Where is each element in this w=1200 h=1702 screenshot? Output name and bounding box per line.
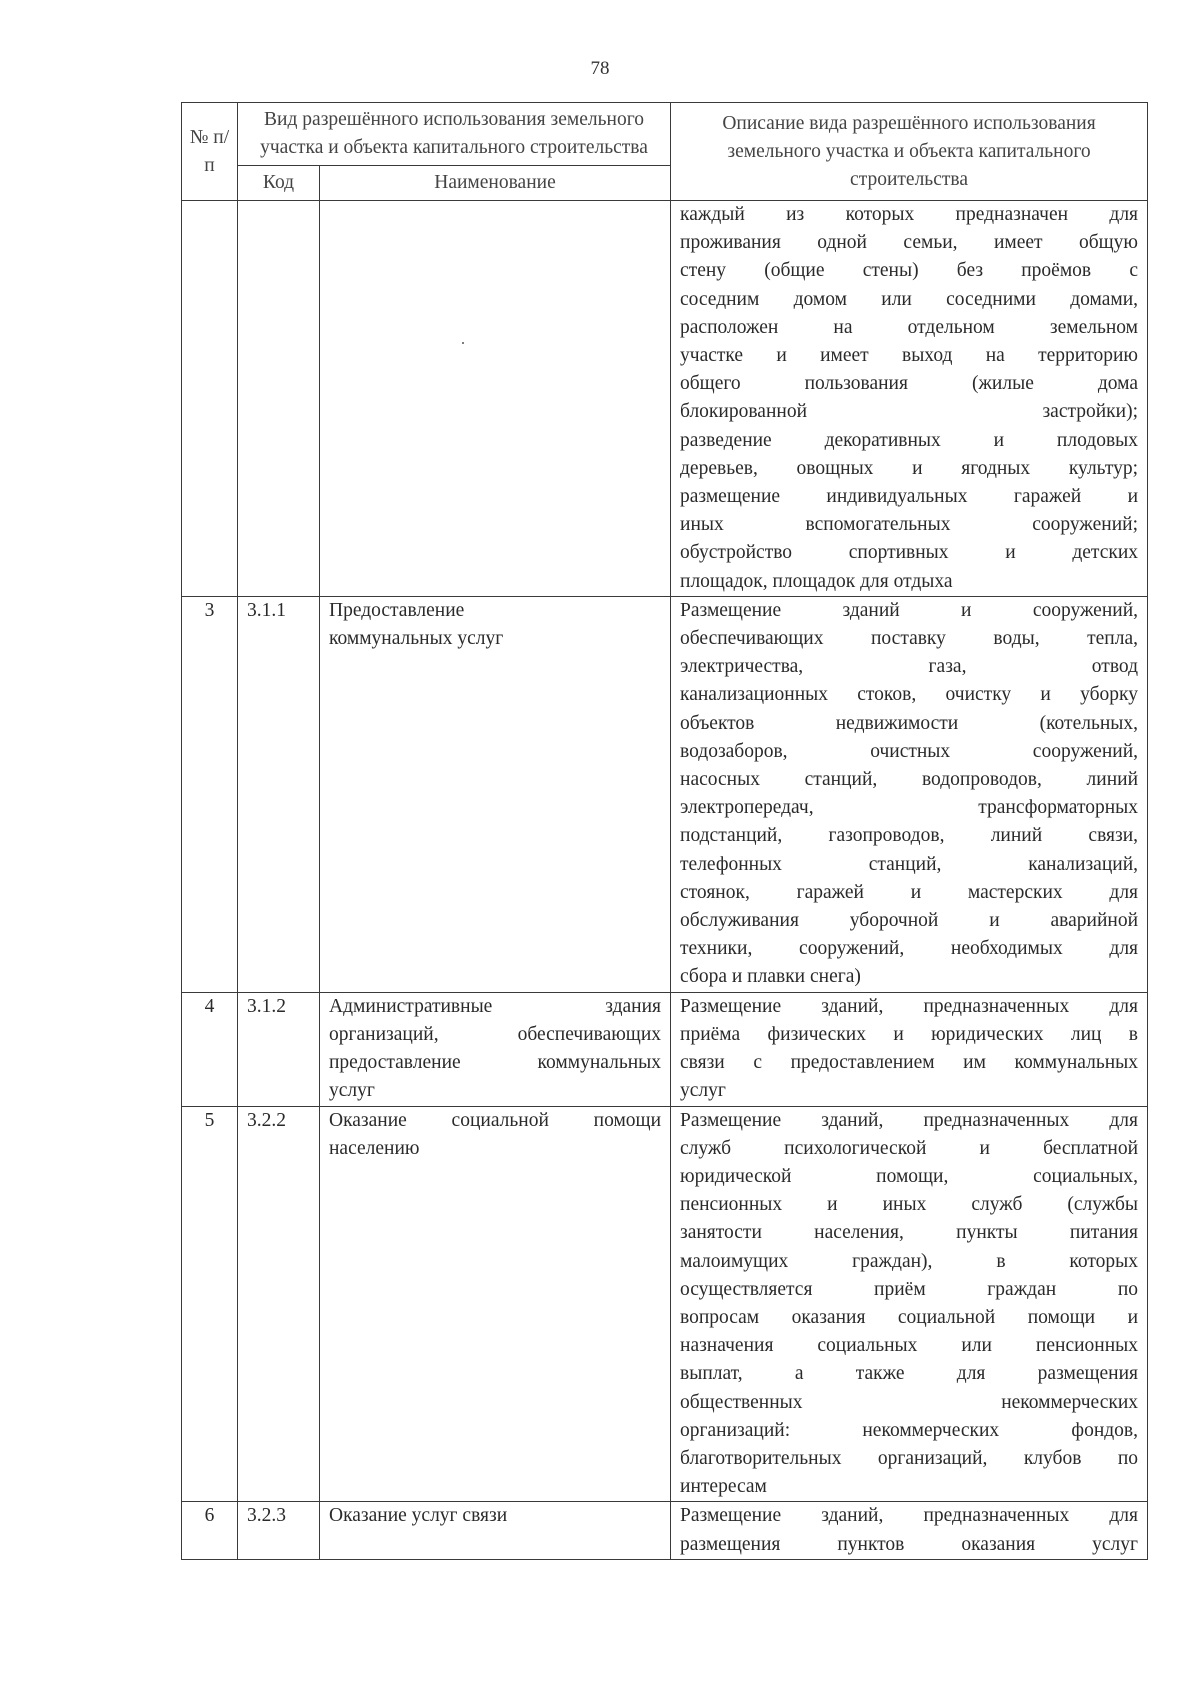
text-line: населению (329, 1137, 420, 1159)
text-line: коммунальных услуг (329, 628, 504, 650)
row-number: 6 (182, 1502, 238, 1559)
text-line: водозаборов, очистных сооружений, (680, 740, 1139, 762)
row-name (320, 1502, 671, 1559)
row-number: 4 (182, 992, 238, 1106)
text-line: общего пользования (жилые дома (680, 373, 1139, 395)
row-code: 3.2.3 (238, 1502, 320, 1559)
text-line: организаций: некоммерческих фондов, (680, 1419, 1139, 1441)
page-number: 78 (590, 58, 610, 79)
scan-speck (462, 342, 464, 344)
text-line: Оказание социальной помощи (329, 1109, 662, 1131)
text-line: канализационных стоков, очистку и уборку (680, 684, 1139, 706)
text-line: техники, сооружений, необходимых для (680, 938, 1139, 960)
text-line: малоимущих граждан), в которых (680, 1250, 1139, 1272)
text-line: пенсионных и иных служб (службы (680, 1194, 1139, 1216)
text-line: сбора и плавки снега) (680, 966, 861, 988)
text-line: Административные здания (329, 995, 662, 1017)
text-line: размещение индивидуальных гаражей и (680, 486, 1139, 508)
text-line: услуг (329, 1080, 375, 1102)
text-line: объектов недвижимости (котельных, (680, 712, 1139, 734)
text-line: Размещение зданий, предназначенных для (680, 1109, 1139, 1131)
row-description (671, 1106, 1148, 1502)
text-line: вопросам оказания социальной помощи и (680, 1306, 1139, 1328)
text-line: электричества, газа, отвод (680, 656, 1139, 678)
text-line: обслуживания уборочной и аварийной (680, 910, 1139, 932)
text-line: Размещение зданий и сооружений, (680, 599, 1139, 621)
row-name (320, 201, 671, 597)
row-code: 3.1.1 (238, 596, 320, 992)
text-line: предоставление коммунальных (329, 1052, 662, 1074)
text-line: обеспечивающих поставку воды, тепла, (680, 628, 1139, 650)
row-description (671, 992, 1148, 1106)
header-permitted-use: Вид разрешённого использования земельного участка и объекта капитального строительства (238, 103, 671, 166)
text-line: каждый из которых предназначен для (680, 204, 1139, 225)
text-line: соседним домом или соседними домами, (680, 288, 1139, 310)
table-row (182, 596, 1148, 992)
header-name: Наименование (320, 166, 671, 201)
table-row (182, 1502, 1148, 1559)
text-line: стоянок, гаражей и мастерских для (680, 881, 1139, 903)
row-code (238, 201, 320, 597)
text-line: Размещение зданий, предназначенных для (680, 995, 1139, 1017)
text-line: служб психологической и бесплатной (680, 1137, 1139, 1159)
text-line: выплат, а также для размещения (680, 1363, 1139, 1385)
text-line: связи с предоставлением им коммунальных (680, 1052, 1139, 1074)
text-line: занятости населения, пункты питания (680, 1222, 1139, 1244)
text-line: телефонных станций, канализаций, (680, 853, 1139, 875)
text-line: деревьев, овощных и ягодных культур; (680, 457, 1139, 479)
text-line: Размещение зданий, предназначенных для (680, 1505, 1139, 1527)
row-code: 3.1.2 (238, 992, 320, 1106)
text-line: насосных станций, водопроводов, линий (680, 769, 1139, 791)
row-description (671, 1502, 1148, 1559)
text-line: размещения пунктов оказания услуг (680, 1533, 1139, 1555)
header-number: № п/п (182, 103, 238, 201)
text-line: услуг (680, 1080, 726, 1102)
text-line: участке и имеет выход на территорию (680, 345, 1139, 367)
row-number: 3 (182, 596, 238, 992)
text-line: общественных некоммерческих (680, 1391, 1139, 1413)
text-line: Предоставление (329, 599, 465, 621)
text-line: благотворительных организаций, клубов по (680, 1447, 1139, 1469)
row-name (320, 596, 671, 992)
row-description (671, 201, 1148, 597)
text-line: организаций, обеспечивающих (329, 1023, 662, 1045)
text-line: электропередач, трансформаторных (680, 797, 1139, 819)
table-row (182, 1106, 1148, 1502)
row-name (320, 992, 671, 1106)
text-line: Оказание услуг связи (329, 1505, 508, 1527)
text-line: иных вспомогательных сооружений; (680, 514, 1139, 536)
text-line: проживания одной семьи, имеет общую (680, 232, 1139, 254)
row-number (182, 201, 238, 597)
text-line: разведение декоративных и плодовых (680, 429, 1139, 451)
text-line: приёма физических и юридических лиц в (680, 1023, 1139, 1045)
text-line: осуществляется приём граждан по (680, 1278, 1139, 1300)
text-line: расположен на отдельном земельном (680, 316, 1139, 338)
permitted-use-table (181, 102, 1148, 1560)
row-code: 3.2.2 (238, 1106, 320, 1502)
text-line: стену (общие стены) без проёмов с (680, 260, 1139, 282)
text-line: юридической помощи, социальных, (680, 1165, 1139, 1187)
header-code: Код (238, 166, 320, 201)
row-name (320, 1106, 671, 1502)
row-description (671, 596, 1148, 992)
text-line: назначения социальных или пенсионных (680, 1335, 1139, 1357)
text-line: площадок, площадок для отдыха (680, 570, 953, 592)
table-row (182, 992, 1148, 1106)
table-row-continuation (182, 201, 1148, 597)
text-line: блокированной застройки); (680, 401, 1139, 423)
header-description: Описание вида разрешённого использования земельного участка и объекта капитального строительства (671, 103, 1148, 201)
text-line: интересам (680, 1476, 767, 1498)
text-line: подстанций, газопроводов, линий связи, (680, 825, 1139, 847)
row-number: 5 (182, 1106, 238, 1502)
text-line: обустройство спортивных и детских (680, 542, 1139, 564)
